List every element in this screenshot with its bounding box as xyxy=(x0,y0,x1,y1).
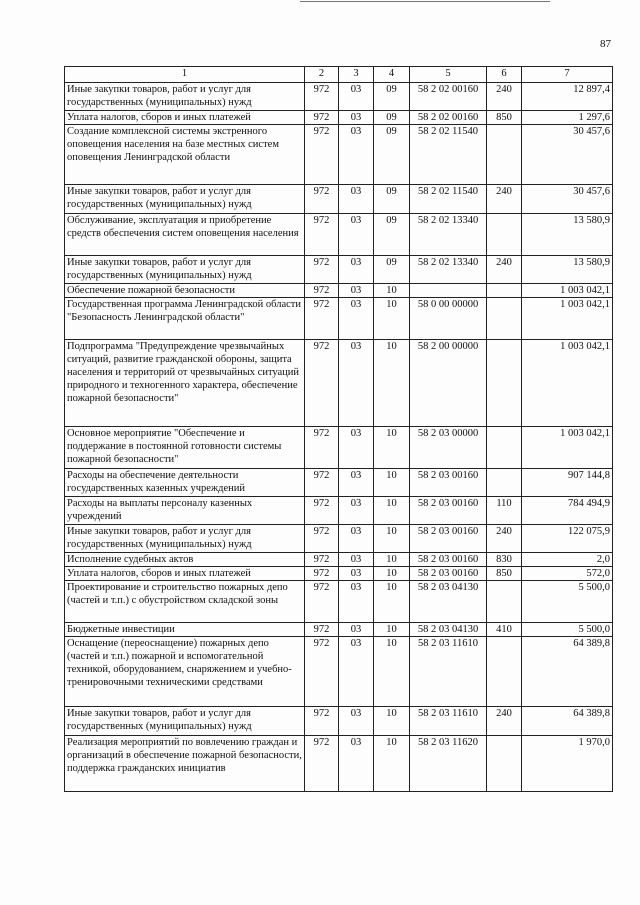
code-section: 03 xyxy=(339,340,374,427)
row-name: Подпрограмма "Предупреждение чрезвычайных ситуаций, развитие гражданской обороны, защита населения и территорий от чрезвычайных ситуаций природного и техногенного характера, обеспечение пожарной безопасности" xyxy=(65,340,305,427)
code-ministry: 972 xyxy=(305,125,339,185)
column-header: 1 xyxy=(65,67,305,83)
table-row xyxy=(65,256,613,284)
code-subsection: 10 xyxy=(374,340,410,427)
table-row xyxy=(65,469,613,497)
code-subsection: 10 xyxy=(374,707,410,736)
table-row xyxy=(65,553,613,567)
code-expense-type xyxy=(487,340,522,427)
code-subsection: 09 xyxy=(374,185,410,214)
code-expense-type: 110 xyxy=(487,497,522,525)
row-name: Иные закупки товаров, работ и услуг для государственных (муниципальных) нужд xyxy=(65,256,305,284)
table-row xyxy=(65,284,613,298)
code-subsection: 10 xyxy=(374,469,410,497)
amount: 1 003 042,1 xyxy=(522,427,613,469)
code-section: 03 xyxy=(339,497,374,525)
code-subsection: 09 xyxy=(374,111,410,125)
table-header-row xyxy=(65,67,613,83)
table-row xyxy=(65,83,613,111)
code-expense-type: 240 xyxy=(487,525,522,553)
code-target: 58 2 00 00000 xyxy=(410,340,487,427)
amount: 5 500,0 xyxy=(522,581,613,623)
amount: 64 389,8 xyxy=(522,637,613,707)
code-ministry: 972 xyxy=(305,111,339,125)
amount: 13 580,9 xyxy=(522,214,613,256)
code-subsection: 10 xyxy=(374,637,410,707)
amount: 1 003 042,1 xyxy=(522,284,613,298)
code-ministry: 972 xyxy=(305,525,339,553)
code-subsection: 09 xyxy=(374,125,410,185)
table-row xyxy=(65,567,613,581)
code-section: 03 xyxy=(339,623,374,637)
code-ministry: 972 xyxy=(305,427,339,469)
column-header: 5 xyxy=(410,67,487,83)
code-ministry: 972 xyxy=(305,567,339,581)
code-section: 03 xyxy=(339,284,374,298)
amount: 30 457,6 xyxy=(522,125,613,185)
code-target: 58 2 02 00160 xyxy=(410,111,487,125)
code-target: 58 2 03 00000 xyxy=(410,427,487,469)
table-row xyxy=(65,497,613,525)
page-number: 87 xyxy=(600,38,611,50)
code-target: 58 2 02 13340 xyxy=(410,214,487,256)
amount: 64 389,8 xyxy=(522,707,613,736)
table-row xyxy=(65,214,613,256)
code-ministry: 972 xyxy=(305,214,339,256)
row-name: Расходы на обеспечение деятельности государственных казенных учреждений xyxy=(65,469,305,497)
code-target: 58 2 02 11540 xyxy=(410,185,487,214)
code-section: 03 xyxy=(339,567,374,581)
code-subsection: 10 xyxy=(374,427,410,469)
row-name: Оснащение (переоснащение) пожарных депо (частей и т.п.) пожарной и вспомогательной техникой, оборудованием, снаряжением и учебно-тренировочными техническими средствами xyxy=(65,637,305,707)
code-section: 03 xyxy=(339,553,374,567)
code-expense-type xyxy=(487,427,522,469)
table-row xyxy=(65,736,613,792)
row-name: Иные закупки товаров, работ и услуг для государственных (муниципальных) нужд xyxy=(65,525,305,553)
column-header: 3 xyxy=(339,67,374,83)
row-name: Иные закупки товаров, работ и услуг для государственных (муниципальных) нужд xyxy=(65,707,305,736)
code-section: 03 xyxy=(339,298,374,340)
table-row xyxy=(65,623,613,637)
code-target: 58 2 03 00160 xyxy=(410,469,487,497)
code-section: 03 xyxy=(339,256,374,284)
code-expense-type: 830 xyxy=(487,553,522,567)
code-section: 03 xyxy=(339,637,374,707)
code-ministry: 972 xyxy=(305,185,339,214)
code-target: 58 2 03 00160 xyxy=(410,497,487,525)
code-expense-type xyxy=(487,214,522,256)
amount: 1 003 042,1 xyxy=(522,340,613,427)
code-section: 03 xyxy=(339,525,374,553)
code-expense-type xyxy=(487,284,522,298)
row-name: Основное мероприятие "Обеспечение и поддержание в постоянной готовности системы пожарной безопасности" xyxy=(65,427,305,469)
table-row xyxy=(65,581,613,623)
code-expense-type: 410 xyxy=(487,623,522,637)
code-target: 58 2 03 04130 xyxy=(410,623,487,637)
table-row xyxy=(65,707,613,736)
code-ministry: 972 xyxy=(305,553,339,567)
table-row xyxy=(65,427,613,469)
code-expense-type xyxy=(487,125,522,185)
code-target: 58 2 03 11620 xyxy=(410,736,487,792)
row-name: Обеспечение пожарной безопасности xyxy=(65,284,305,298)
code-target: 58 2 03 00160 xyxy=(410,525,487,553)
code-expense-type xyxy=(487,581,522,623)
column-header: 2 xyxy=(305,67,339,83)
code-subsection: 09 xyxy=(374,83,410,111)
code-expense-type: 240 xyxy=(487,707,522,736)
code-subsection: 10 xyxy=(374,581,410,623)
row-name: Реализация мероприятий по вовлечению граждан и организаций в обеспечение пожарной безопасности, поддержка гражданских инициатив xyxy=(65,736,305,792)
code-expense-type: 850 xyxy=(487,111,522,125)
row-name: Проектирование и строительство пожарных депо (частей и т.п.) с обустройством складской зоны xyxy=(65,581,305,623)
code-subsection: 10 xyxy=(374,298,410,340)
column-header: 6 xyxy=(487,67,522,83)
amount: 5 500,0 xyxy=(522,623,613,637)
amount: 907 144,8 xyxy=(522,469,613,497)
code-section: 03 xyxy=(339,83,374,111)
budget-table xyxy=(64,66,613,792)
amount: 1 003 042,1 xyxy=(522,298,613,340)
code-expense-type: 240 xyxy=(487,185,522,214)
code-subsection: 09 xyxy=(374,214,410,256)
table-row xyxy=(65,340,613,427)
code-expense-type: 240 xyxy=(487,83,522,111)
amount: 12 897,4 xyxy=(522,83,613,111)
code-ministry: 972 xyxy=(305,340,339,427)
table-row xyxy=(65,637,613,707)
code-subsection: 10 xyxy=(374,497,410,525)
amount: 122 075,9 xyxy=(522,525,613,553)
table-row xyxy=(65,185,613,214)
row-name: Бюджетные инвестиции xyxy=(65,623,305,637)
code-ministry: 972 xyxy=(305,581,339,623)
code-expense-type xyxy=(487,637,522,707)
column-header: 7 xyxy=(522,67,613,83)
code-subsection: 10 xyxy=(374,525,410,553)
row-name: Исполнение судебных актов xyxy=(65,553,305,567)
code-subsection: 09 xyxy=(374,256,410,284)
code-ministry: 972 xyxy=(305,83,339,111)
code-section: 03 xyxy=(339,427,374,469)
code-subsection: 10 xyxy=(374,553,410,567)
code-target xyxy=(410,284,487,298)
row-name: Государственная программа Ленинградской области "Безопасность Ленинградской области" xyxy=(65,298,305,340)
row-name: Создание комплексной системы экстренного оповещения населения на базе местных систем оповещения Ленинградской области xyxy=(65,125,305,185)
code-expense-type xyxy=(487,469,522,497)
amount: 2,0 xyxy=(522,553,613,567)
code-ministry: 972 xyxy=(305,637,339,707)
code-target: 58 2 03 11610 xyxy=(410,637,487,707)
code-target: 58 2 02 00160 xyxy=(410,83,487,111)
code-ministry: 972 xyxy=(305,256,339,284)
row-name: Иные закупки товаров, работ и услуг для государственных (муниципальных) нужд xyxy=(65,185,305,214)
code-ministry: 972 xyxy=(305,469,339,497)
code-target: 58 2 02 11540 xyxy=(410,125,487,185)
top-edge-line xyxy=(300,1,550,2)
code-subsection: 10 xyxy=(374,567,410,581)
code-target: 58 0 00 00000 xyxy=(410,298,487,340)
code-section: 03 xyxy=(339,185,374,214)
code-ministry: 972 xyxy=(305,284,339,298)
amount: 1 297,6 xyxy=(522,111,613,125)
table-row xyxy=(65,125,613,185)
code-target: 58 2 02 13340 xyxy=(410,256,487,284)
code-section: 03 xyxy=(339,125,374,185)
code-target: 58 2 03 00160 xyxy=(410,553,487,567)
code-subsection: 10 xyxy=(374,736,410,792)
code-ministry: 972 xyxy=(305,736,339,792)
row-name: Обслуживание, эксплуатация и приобретение средств обеспечения систем оповещения населения xyxy=(65,214,305,256)
code-section: 03 xyxy=(339,736,374,792)
row-name: Иные закупки товаров, работ и услуг для государственных (муниципальных) нужд xyxy=(65,83,305,111)
code-target: 58 2 03 00160 xyxy=(410,567,487,581)
code-ministry: 972 xyxy=(305,497,339,525)
code-expense-type xyxy=(487,736,522,792)
amount: 30 457,6 xyxy=(522,185,613,214)
table-row xyxy=(65,111,613,125)
code-subsection: 10 xyxy=(374,284,410,298)
amount: 784 494,9 xyxy=(522,497,613,525)
table-row xyxy=(65,525,613,553)
row-name: Уплата налогов, сборов и иных платежей xyxy=(65,111,305,125)
code-expense-type: 240 xyxy=(487,256,522,284)
code-expense-type xyxy=(487,298,522,340)
amount: 13 580,9 xyxy=(522,256,613,284)
code-ministry: 972 xyxy=(305,623,339,637)
row-name: Расходы на выплаты персоналу казенных учреждений xyxy=(65,497,305,525)
table-row xyxy=(65,298,613,340)
code-section: 03 xyxy=(339,581,374,623)
code-ministry: 972 xyxy=(305,298,339,340)
code-expense-type: 850 xyxy=(487,567,522,581)
column-header: 4 xyxy=(374,67,410,83)
code-ministry: 972 xyxy=(305,707,339,736)
code-target: 58 2 03 11610 xyxy=(410,707,487,736)
code-target: 58 2 03 04130 xyxy=(410,581,487,623)
amount: 572,0 xyxy=(522,567,613,581)
code-section: 03 xyxy=(339,214,374,256)
code-subsection: 10 xyxy=(374,623,410,637)
row-name: Уплата налогов, сборов и иных платежей xyxy=(65,567,305,581)
code-section: 03 xyxy=(339,111,374,125)
code-section: 03 xyxy=(339,707,374,736)
code-section: 03 xyxy=(339,469,374,497)
amount: 1 970,0 xyxy=(522,736,613,792)
